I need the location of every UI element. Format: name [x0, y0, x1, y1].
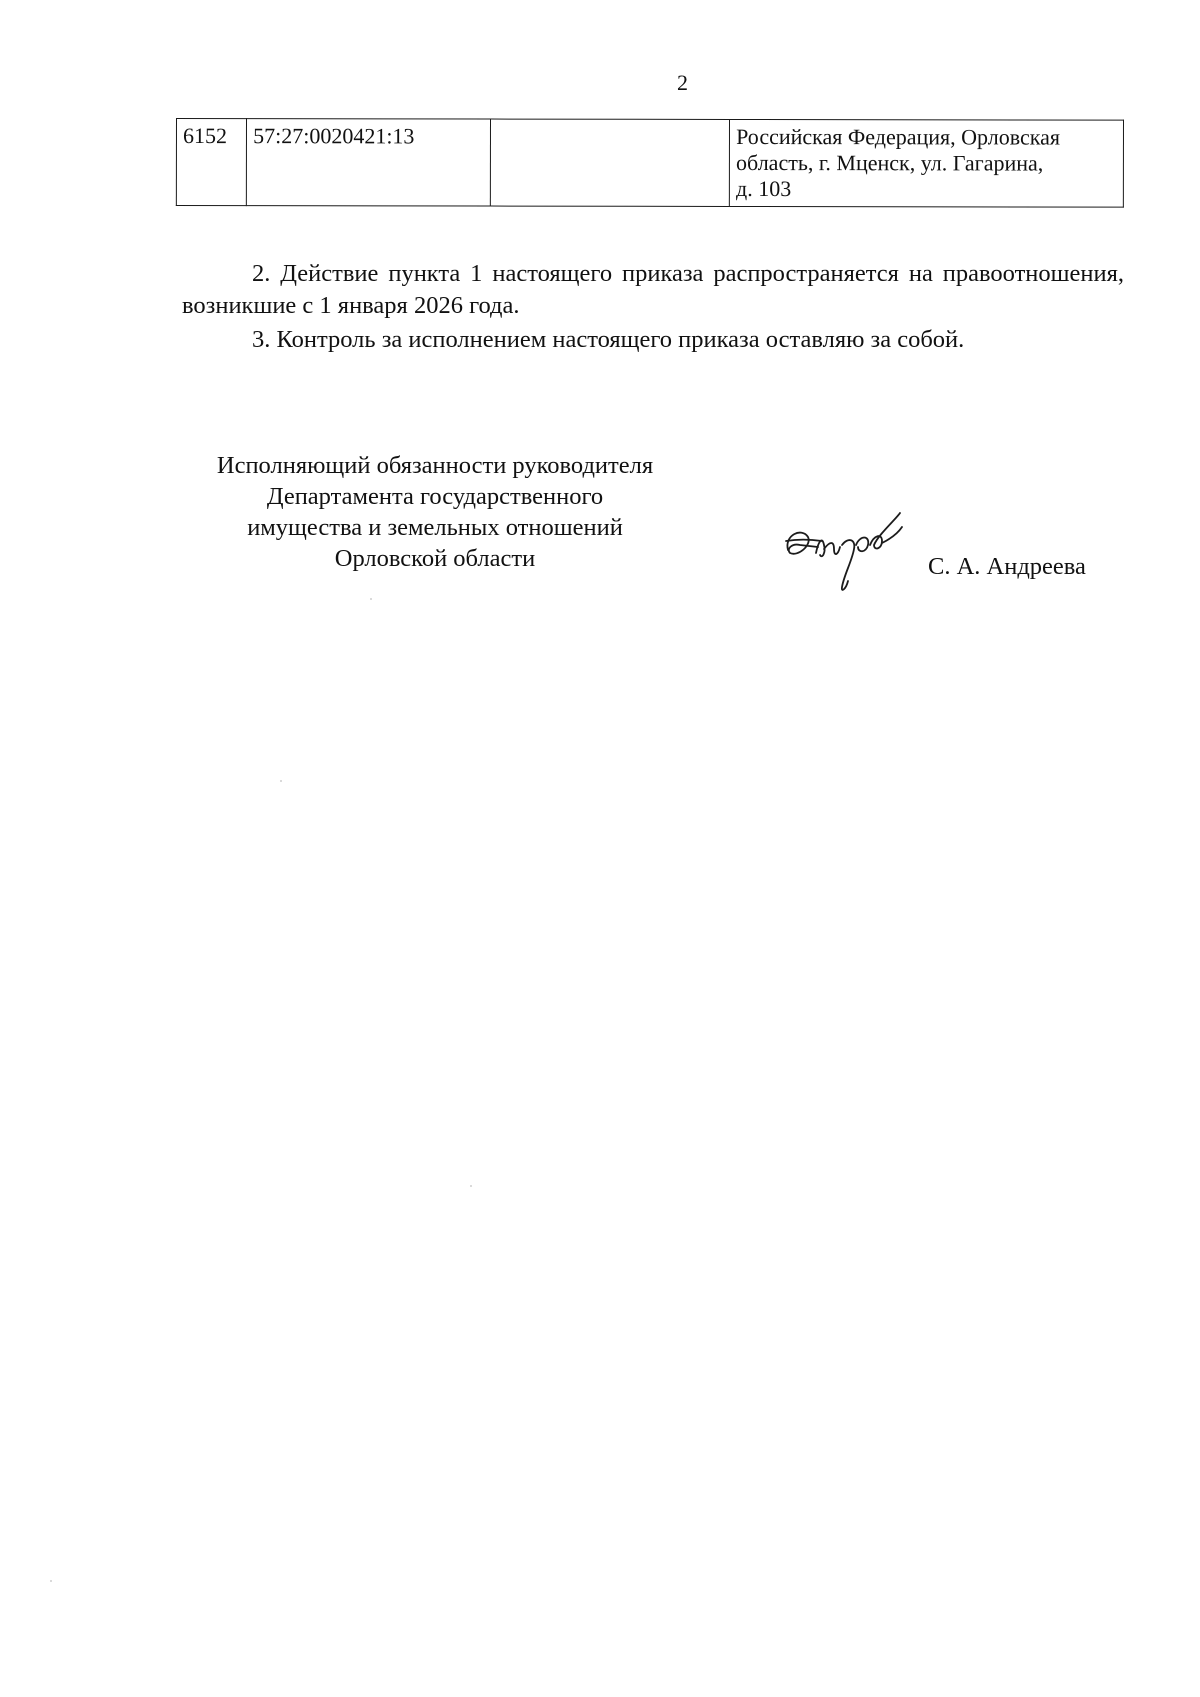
handwritten-signature [778, 505, 938, 605]
paragraph-3: 3. Контроль за исполнением настоящего приказа оставляю за собой. [252, 326, 965, 353]
page-number-text: 2 [677, 70, 688, 95]
signer-position-line: Департамента государственного [266, 483, 604, 510]
empty-cell [490, 119, 730, 206]
address-line: д. 103 [735, 175, 792, 202]
order-paragraphs [182, 258, 1124, 356]
signer-name: С. А. Андреева [928, 553, 1086, 580]
signer-position-line: Орловской области [334, 545, 536, 572]
record-number-cell: 6152 [176, 119, 246, 206]
table-row [176, 119, 1123, 208]
address-line: Российская Федерация, Орловская [736, 123, 1061, 150]
scan-speck [280, 780, 282, 782]
cadastral-number-cell: 57:27:0020421:13 [246, 119, 490, 206]
address-cell [729, 119, 1123, 207]
signer-position-line: имущества и земельных отношений [247, 514, 623, 541]
scan-speck [50, 1580, 52, 1582]
address-line: область, г. Мценск, ул. Гагарина, [736, 149, 1044, 176]
page-number [55, 70, 1200, 96]
signer-position-line: Исполняющий обязанности руководителя [216, 452, 654, 479]
paragraph-2: 2. Действие пункта 1 настоящего приказа распространяется на правоотношения, возникшие с 1 января 2026 года. [182, 260, 1124, 319]
scan-speck [470, 1185, 472, 1187]
signer-position [180, 450, 690, 574]
records-table [176, 118, 1124, 208]
scan-speck [370, 598, 372, 600]
